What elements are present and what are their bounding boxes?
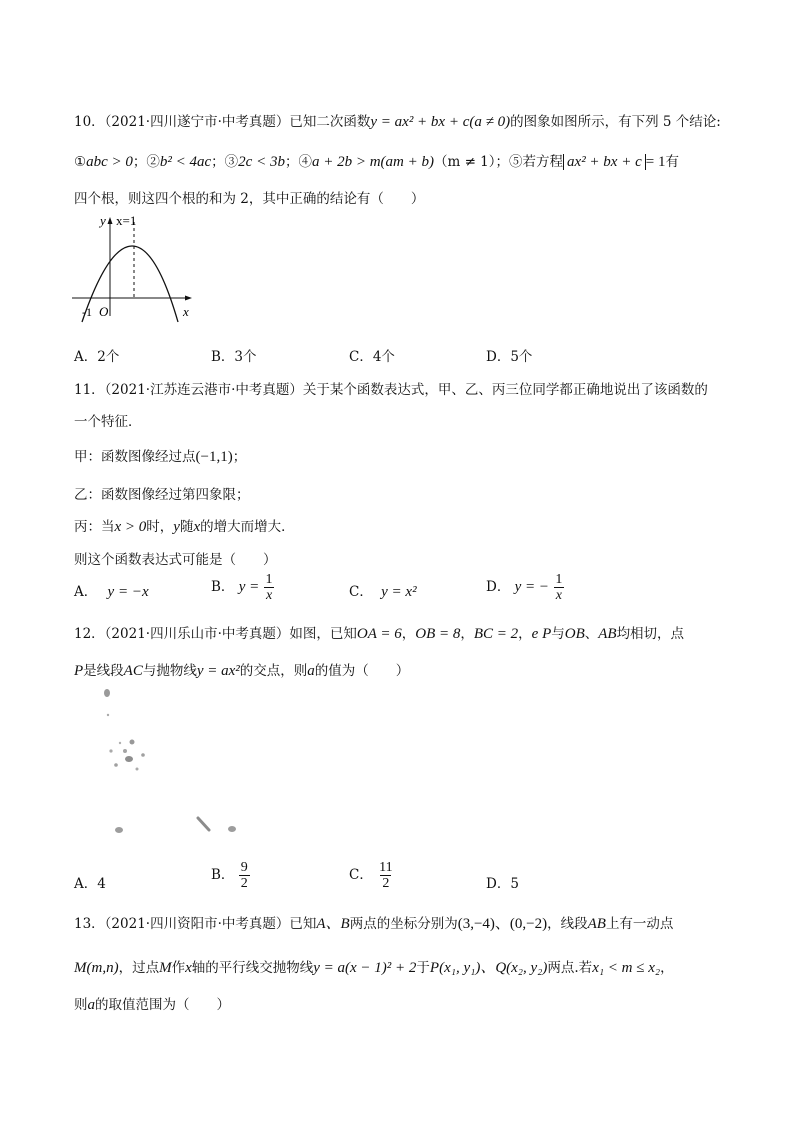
jia-suffix: ； [232, 449, 247, 465]
conclusion-3: 2c < 3b [238, 154, 285, 170]
q10-option-b[interactable]: B．3个 [211, 349, 257, 365]
sep: ， [460, 626, 474, 642]
sep: ； [495, 154, 510, 170]
smudge [130, 740, 135, 745]
conclusion-4-condition: （m ≠ 1） [433, 154, 496, 170]
bing-mid2: 随 [179, 519, 194, 535]
q11-line2: 一个特征． [74, 414, 142, 430]
point-coords: (3,−4)、(0,−2) [457, 916, 548, 932]
smudge [115, 827, 123, 833]
neg-one-label: -1 [82, 305, 92, 319]
q13-text-b: 作 [171, 960, 186, 976]
x-axis-arrow [185, 296, 192, 301]
conclusion-2: b² < 4ac [159, 154, 212, 170]
conclusion-5-text: 若方程 [522, 154, 564, 170]
q11-option-c[interactable] [349, 580, 417, 601]
q13-text-d: 于 [416, 960, 430, 976]
numerator: 11 [379, 860, 393, 875]
option-expr: y = −x [107, 584, 149, 600]
conclusion-3-mark: ③ [224, 154, 239, 170]
abs-expression: ax² + bx + c [563, 154, 646, 170]
numerator: 1 [555, 572, 563, 587]
conclusion-4: a + 2b > m(am + b) [311, 154, 434, 170]
point-p: P [74, 663, 84, 679]
q11-line1: 11．（2021·江苏连云港市·中考真题）关于某个函数表达式，甲、乙、丙三位同学都正确地说出了该函数的 [74, 382, 708, 398]
sep: ， [518, 626, 532, 642]
q12-option-d[interactable]: D．5 [486, 876, 519, 892]
q11-option-b[interactable] [211, 572, 275, 603]
jia-text: 甲：函数图像经过点 [74, 449, 196, 465]
option-label: C． [349, 867, 373, 883]
segment-ab: AB [587, 916, 606, 932]
q13-text-a: ，过点 [118, 960, 160, 976]
conclusion-4-mark: ④ [298, 154, 312, 170]
bing-suffix: 的增大而增大． [200, 519, 295, 535]
bing-y: y [173, 519, 180, 535]
q10-option-d[interactable]: D．5个 [486, 349, 533, 365]
q11-option-d[interactable] [486, 572, 564, 603]
parabola-formula: y = a(x − 1)² + 2 [313, 960, 417, 976]
option-expr: y = x² [381, 584, 417, 600]
smudge [228, 826, 236, 832]
q10-line3: 四个根，则这四个根的和为 2，其中正确的结论有（ ） [74, 191, 425, 207]
smudge [114, 763, 118, 767]
y-axis-label: y [100, 213, 106, 228]
q11-question: 则这个函数表达式可能是（ ） [74, 552, 277, 568]
fraction [553, 572, 564, 603]
q13-suffix: ，线段 [547, 916, 588, 932]
q11-option-a[interactable] [74, 580, 149, 601]
option-label: B． [211, 867, 235, 883]
conclusion-1: abc > 0 [86, 154, 133, 170]
q12-text-a: 是线段 [83, 663, 124, 679]
q12-text: 12．（2021·四川乐山市·中考真题）如图，已知 [74, 626, 357, 642]
bing-text: 丙：当 [74, 519, 115, 535]
smudge [109, 749, 112, 752]
points-pq: P(x₁, y₁)、Q(x₂, y₂) [429, 960, 548, 976]
fraction [239, 860, 250, 891]
q13-text-f: ， [660, 960, 674, 976]
mid: 与 [551, 626, 565, 642]
smudge [119, 742, 121, 744]
conclusion-2-mark: ② [146, 154, 160, 170]
q12-option-b[interactable] [211, 860, 250, 891]
circle-p: e P [531, 626, 552, 642]
q12-line1 [74, 622, 684, 643]
smudge [198, 818, 209, 830]
option-label: D． [486, 579, 511, 595]
conclusion-1-mark: ① [74, 154, 87, 170]
mid2: 、 [584, 626, 599, 642]
origin-label: O [99, 304, 109, 319]
q13-text: 13．（2021·四川资阳市·中考真题）已知 [74, 916, 317, 932]
conclusion-5-mark: ⑤ [509, 154, 523, 170]
option-label: B． [211, 579, 235, 595]
option-label: A． [74, 584, 98, 600]
bing-condition: x > 0 [114, 519, 147, 535]
q12-suffix: 均相切，点 [616, 626, 685, 642]
q10-formula: y = ax² + bx + c(a ≠ 0) [370, 114, 511, 130]
smudge [107, 714, 109, 716]
ob-length: OB = 8 [415, 626, 461, 642]
ob-label: OB [564, 626, 585, 642]
ab-label: AB [598, 626, 617, 642]
q10-option-a[interactable]: A．2个 [74, 349, 120, 365]
y-axis-arrow [108, 217, 113, 224]
option-label: C． [349, 584, 373, 600]
smudge [123, 749, 127, 753]
q13-line1 [74, 912, 673, 933]
var-m: M [159, 960, 172, 976]
q13-line2 [74, 956, 674, 977]
bing-mid: 时， [146, 519, 174, 535]
q11-yi: 乙：函数图像经过第四象限； [74, 487, 250, 503]
q10-text: 10．（2021·四川遂宁市·中考真题）已知二次函数 [74, 114, 371, 130]
jia-point: (−1,1) [195, 449, 233, 465]
q13-mid: 两点的坐标分别为 [349, 916, 458, 932]
fraction [264, 572, 275, 603]
q12-text-c: 的交点，则 [239, 663, 308, 679]
q12-text-b: 与抛物线 [142, 663, 197, 679]
var-a: a [87, 997, 95, 1013]
sep: ； [132, 154, 147, 170]
equals-one: = 1 [645, 154, 666, 170]
q13-line3 [74, 993, 230, 1014]
denominator: 2 [382, 876, 390, 891]
q11-bing [74, 515, 295, 536]
smudge [125, 756, 133, 762]
numerator: 9 [240, 860, 248, 875]
smudge [104, 689, 110, 697]
q10-line2 [74, 150, 679, 171]
conclusion-5-end: 有 [665, 154, 679, 170]
parabola-curve [82, 246, 178, 322]
q12-text-d: 的值为（ ） [314, 663, 410, 679]
q12-option-a[interactable]: A．4 [74, 876, 106, 892]
faded-figure [95, 685, 255, 840]
q13-text-e: 两点.若 [547, 960, 593, 976]
q13-end: 上有一动点 [605, 916, 674, 932]
symmetry-label: x=1 [116, 213, 137, 228]
q13-question: 的取值范围为（ ） [95, 997, 230, 1013]
q12-option-c[interactable] [349, 860, 395, 891]
numerator: 1 [265, 572, 273, 587]
oa-length: OA = 6 [356, 626, 402, 642]
var-x: x [185, 960, 192, 976]
denominator: x [555, 588, 562, 603]
smudge [136, 768, 139, 771]
condition: x₁ < m ≤ x₂ [592, 960, 661, 976]
denominator: 2 [240, 876, 248, 891]
q11-jia [74, 445, 246, 466]
smudge [141, 753, 145, 757]
sep: ， [401, 626, 416, 642]
parabola-formula: y = ax² [196, 663, 240, 679]
q13-text-then: 则 [74, 997, 88, 1013]
point-m: M(m,n) [74, 960, 119, 976]
sep: ； [284, 154, 299, 170]
option-lhs: y = − [514, 579, 550, 595]
denominator: x [265, 588, 273, 603]
parabola-graph [70, 208, 200, 323]
q10-option-c[interactable]: C．4个 [349, 349, 395, 365]
q13-text-c: 轴的平行线交抛物线 [191, 960, 314, 976]
bing-x: x [193, 519, 201, 535]
q10-text-suffix: 的图象如图所示，有下列 5 个结论: [510, 114, 721, 130]
option-lhs: y = [238, 579, 260, 595]
points-ab: A、B [316, 916, 350, 932]
sep: ； [211, 154, 225, 170]
segment-ac: AC [123, 663, 143, 679]
q12-line2 [74, 659, 409, 680]
x-axis-label: x [183, 304, 189, 319]
var-a: a [307, 663, 315, 679]
q10-line1 [74, 110, 721, 131]
bc-length: BC = 2 [473, 626, 519, 642]
fraction [377, 860, 394, 891]
